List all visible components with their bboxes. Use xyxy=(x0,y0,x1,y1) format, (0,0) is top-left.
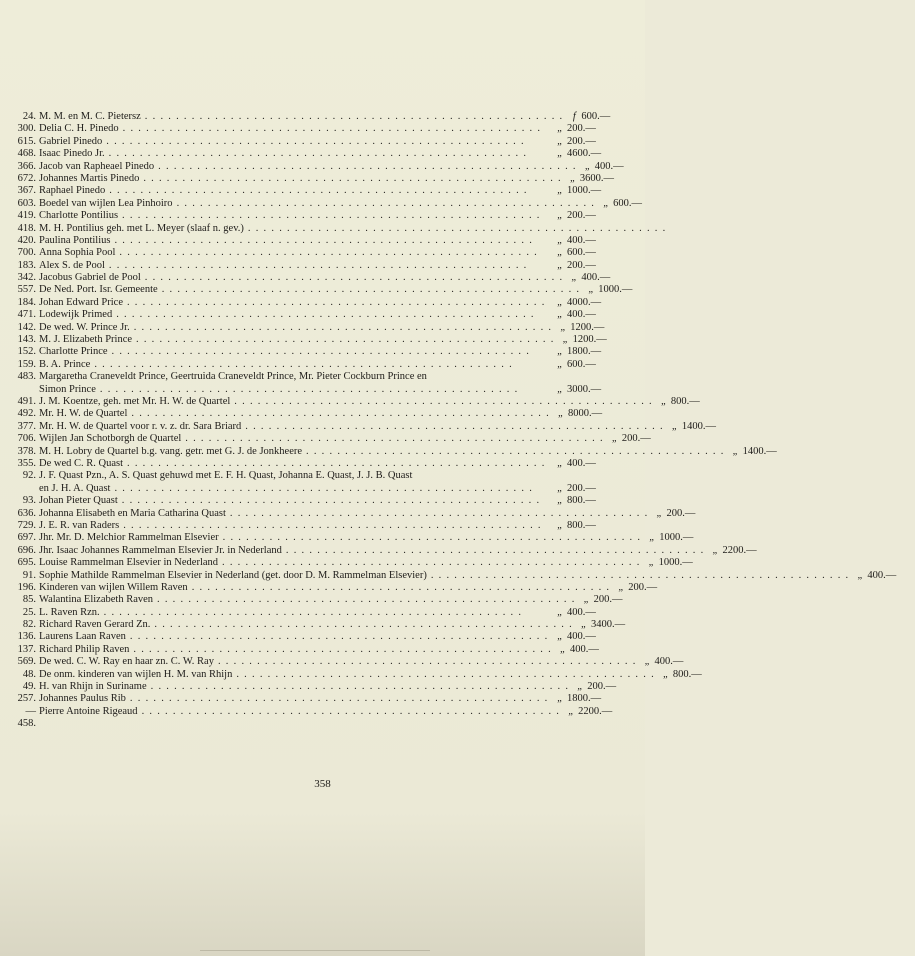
entry-name: J. E. R. van Raders xyxy=(39,519,120,531)
currency-mark: „ xyxy=(644,656,651,668)
entry-amount: 400.— xyxy=(567,309,596,321)
ledger-entry xyxy=(10,420,716,433)
entry-amount: 200.— xyxy=(567,482,596,494)
ledger-entry xyxy=(10,123,615,135)
leader-dots: ...................................................... xyxy=(306,445,729,457)
entry-number: 603. xyxy=(17,197,36,209)
entry-amount: 400.— xyxy=(567,457,596,469)
leader-dots: ...................................................... xyxy=(133,321,557,333)
entry-amount: 600.— xyxy=(613,197,642,209)
ledger-entry xyxy=(10,111,615,123)
leader-dots: ...................................................... xyxy=(99,383,523,395)
ledger-entry xyxy=(10,656,684,668)
entry-number: 143. xyxy=(17,334,36,346)
entry-name: Gabriel Pinedo xyxy=(39,135,103,147)
ledger-entry xyxy=(10,185,615,197)
entry-name: M. H. Pontilius geh. met L. Meyer (slaaf n. gev.) xyxy=(39,222,244,234)
entry-number: 257. xyxy=(17,693,36,705)
entry-name: Lodewijk Primed xyxy=(39,309,113,321)
entry-number: 419. xyxy=(17,210,36,222)
entry-amount: 4000.— xyxy=(567,296,602,308)
entry-name: De wed. W. Prince Jr. xyxy=(39,321,130,333)
entry-amount: 200.— xyxy=(567,210,596,222)
currency-mark: „ xyxy=(581,619,587,631)
entry-amount: 400.— xyxy=(867,569,897,581)
entry-amount: 1800.— xyxy=(567,693,602,705)
entry-number: 142. xyxy=(17,321,36,333)
entry-number: 483. xyxy=(17,371,36,383)
ledger-entry xyxy=(10,532,694,544)
currency-mark: „ xyxy=(557,309,563,321)
entry-name: Mr. H. W. de Quartel xyxy=(39,408,128,420)
leader-dots: ...................................................... xyxy=(236,668,659,680)
entry-amount: 200.— xyxy=(593,594,623,606)
entry-amount: 200.— xyxy=(621,433,651,445)
leader-dots: ...................................................... xyxy=(106,135,529,147)
currency-mark: f xyxy=(572,111,576,122)
leader-dots: ...................................................... xyxy=(217,656,641,668)
entry-amount: 2200.— xyxy=(578,705,613,717)
leader-dots: ...................................................... xyxy=(94,358,517,370)
entry-number: 378. xyxy=(17,445,36,457)
currency-mark: „ xyxy=(712,544,719,556)
entry-number: 468. xyxy=(17,148,36,160)
currency-mark: „ xyxy=(577,681,584,693)
entry-number: 367. xyxy=(17,185,36,197)
entry-name: Charlotte Pontilius xyxy=(39,210,119,222)
entry-number: 569. xyxy=(17,656,36,668)
entry-amount: 1400.— xyxy=(742,445,777,457)
leader-dots: ...................................................... xyxy=(127,457,550,469)
ledger-entry xyxy=(10,260,615,272)
entry-name: Mr. H. W. de Quartel voor r. v. z. dr. Sara Briard xyxy=(39,420,242,432)
entry-number: 377. xyxy=(17,420,36,432)
currency-mark: „ xyxy=(557,358,563,370)
entry-name: Pierre Antoine Rigeaud xyxy=(39,705,138,717)
entry-number: —458. xyxy=(17,705,36,730)
entry-number: 696. xyxy=(17,544,36,556)
leader-dots: ...................................................... xyxy=(158,160,581,172)
ledger-entry xyxy=(10,408,615,420)
entry-name: Charlotte Prince xyxy=(39,346,108,358)
currency-mark: „ xyxy=(560,643,566,655)
leader-dots: ...................................................... xyxy=(121,495,545,507)
entry-amount: 600.— xyxy=(567,358,596,370)
entry-number: 471. xyxy=(17,309,36,321)
leader-dots: ...................................................... xyxy=(114,234,538,246)
entry-amount: 3400.— xyxy=(590,619,626,631)
currency-mark: „ xyxy=(557,234,563,246)
ledger-entry xyxy=(10,569,897,582)
leader-dots: ...................................................... xyxy=(430,569,854,581)
entry-number: 491. xyxy=(17,396,36,408)
entry-number: 48. xyxy=(22,668,36,680)
currency-mark: „ xyxy=(857,569,864,581)
currency-mark: „ xyxy=(557,296,563,308)
page-number: 358 xyxy=(314,778,331,790)
leader-dots: ...................................................... xyxy=(247,222,671,234)
entry-number: 152. xyxy=(17,346,36,358)
ledger-entry xyxy=(10,173,615,185)
entry-name: Wijlen Jan Schotborgh de Quartel xyxy=(39,433,182,445)
entry-number: 706. xyxy=(17,433,36,445)
leader-dots: ...................................................... xyxy=(176,197,600,209)
ledger-entry xyxy=(10,396,700,408)
ledger-entry xyxy=(10,644,615,656)
entry-number: 183. xyxy=(17,259,36,271)
entry-number: 366. xyxy=(17,160,36,172)
entry-amount: 600.— xyxy=(567,247,596,259)
entry-name: M. H. Lobry de Quartel b.g. vang. getr. met G. J. de Jonkheere xyxy=(39,445,303,457)
entry-amount: 1000.— xyxy=(658,557,693,569)
entry-number: 355. xyxy=(17,457,36,469)
leader-dots: ...................................................... xyxy=(108,259,532,271)
ledger-entry xyxy=(10,148,615,160)
currency-mark: „ xyxy=(557,495,563,507)
leader-dots: ...................................................... xyxy=(144,272,568,284)
ledger-entry xyxy=(10,160,624,173)
currency-mark: „ xyxy=(588,284,595,296)
leader-dots: ...................................................... xyxy=(122,123,546,135)
entry-amount: 800.— xyxy=(567,495,596,507)
leader-dots: ...................................................... xyxy=(133,643,556,655)
ledger-entry xyxy=(10,581,658,594)
currency-mark: „ xyxy=(671,420,678,432)
entry-number: 92. xyxy=(22,470,36,482)
currency-mark: „ xyxy=(560,321,567,333)
entry-amount: 400.— xyxy=(569,643,599,655)
entry-name: Walantina Elizabeth Raven xyxy=(39,594,154,606)
currency-mark: „ xyxy=(557,148,563,160)
entry-amount: 1000.— xyxy=(598,284,633,296)
ledger-entry xyxy=(10,507,696,520)
ledger-entry xyxy=(10,309,615,321)
leader-dots: ...................................................... xyxy=(245,420,668,432)
entry-name: Simon Prince xyxy=(39,383,96,395)
currency-mark: „ xyxy=(568,705,575,717)
entry-number: 342. xyxy=(17,272,36,284)
currency-mark: „ xyxy=(662,668,669,680)
leader-dots: ...................................................... xyxy=(191,581,615,593)
entry-number: 159. xyxy=(17,358,36,370)
currency-mark: „ xyxy=(571,272,578,284)
entry-name: en J. H. A. Quast xyxy=(39,482,111,494)
currency-mark: „ xyxy=(557,259,563,271)
entry-amount: 8000.— xyxy=(567,408,603,420)
currency-mark: „ xyxy=(557,383,563,395)
entry-amount: 200.— xyxy=(567,123,596,135)
leader-dots: ...................................................... xyxy=(157,594,580,606)
entry-number: 697. xyxy=(17,532,36,544)
entry-name: De Ned. Port. Isr. Gemeente xyxy=(39,284,158,296)
entry-name: J. M. Koentze, geh. met Mr. H. W. de Quartel xyxy=(39,396,231,408)
currency-mark: „ xyxy=(732,445,739,457)
ledger-entry xyxy=(10,284,633,296)
leader-dots: ...................................................... xyxy=(234,396,657,408)
entry-name: De onm. kinderen van wijlen H. M. van Rhijn xyxy=(39,668,233,680)
ledger-entry xyxy=(10,705,615,730)
entry-name: L. Raven Rzn. xyxy=(39,606,100,618)
entry-amount: 800.— xyxy=(670,396,700,408)
entry-name: Jhr. Isaac Johannes Rammelman Elsevier Jr. in Nederland xyxy=(39,544,282,556)
leader-dots: ...................................................... xyxy=(111,346,535,358)
ledger-entry xyxy=(10,346,615,358)
leader-dots: ...................................................... xyxy=(126,296,550,308)
entry-name: Louise Rammelman Elsevier in Nederland xyxy=(39,557,219,569)
leader-dots: ...................................................... xyxy=(122,210,545,222)
leader-dots: ...................................................... xyxy=(129,693,553,705)
leader-dots: ...................................................... xyxy=(222,557,645,569)
ledger-entry xyxy=(10,631,615,643)
entry-amount: 2200.— xyxy=(722,544,757,556)
entry-number: 196. xyxy=(17,581,36,593)
entry-number: 557. xyxy=(17,284,36,296)
ledger-entry xyxy=(10,470,615,495)
currency-mark: „ xyxy=(558,408,564,420)
ledger-entry xyxy=(10,433,651,445)
entry-name: Johannes Martis Pinedo xyxy=(39,172,140,184)
leader-dots: ...................................................... xyxy=(123,519,546,531)
currency-mark: „ xyxy=(649,532,656,544)
ledger-entry xyxy=(10,681,615,693)
currency-mark: „ xyxy=(557,693,563,705)
entry-number: 420. xyxy=(17,234,36,246)
ledger-entry xyxy=(10,544,757,557)
entry-name: Sophie Mathilde Rammelman Elsevier in Nederland (get. door D. M. Rammelman Elsevier) xyxy=(39,569,427,581)
entry-amount: 400.— xyxy=(581,272,611,284)
leader-dots: ...................................................... xyxy=(185,433,608,445)
leader-dots: ...................................................... xyxy=(285,544,709,556)
entry-name: Johannes Paulus Rib xyxy=(39,693,126,705)
entry-number: 136. xyxy=(17,631,36,643)
ledger-entry xyxy=(10,371,615,396)
ledger-entry xyxy=(10,359,615,371)
leader-dots: ...................................................... xyxy=(116,309,539,321)
leader-dots: ...................................................... xyxy=(143,172,566,184)
leader-dots: ...................................................... xyxy=(129,631,553,643)
entry-number: 492. xyxy=(17,408,36,420)
entry-number: 24. xyxy=(22,111,36,122)
entry-amount: 600.— xyxy=(581,111,611,122)
entry-name: J. F. Quast Pzn., A. S. Quast gehuwd met E. F. H. Quast, Johanna E. Quast, J. J. B. Quast xyxy=(39,470,413,482)
entry-number: 672. xyxy=(17,172,36,184)
currency-mark: „ xyxy=(569,172,576,184)
ledger-entry xyxy=(10,235,615,247)
entry-name: Laurens Laan Raven xyxy=(39,631,126,643)
entry-amount: 800.— xyxy=(672,668,702,680)
ledger-entry xyxy=(10,136,615,148)
leader-dots: ...................................................... xyxy=(109,185,532,197)
entry-amount: 1800.— xyxy=(567,346,602,358)
ledger-entry xyxy=(10,445,777,458)
entry-number: 615. xyxy=(17,135,36,147)
leader-dots: ...................................................... xyxy=(136,334,559,346)
currency-mark: „ xyxy=(660,396,667,408)
entry-name: Johan Pieter Quast xyxy=(39,495,118,507)
entry-amount: 1000.— xyxy=(567,185,602,197)
entry-amount: 200.— xyxy=(567,135,596,147)
entry-name: Raphael Pinedo xyxy=(39,185,106,197)
entry-amount: 400.— xyxy=(594,160,624,172)
entry-name: Paulina Pontilius xyxy=(39,234,111,246)
currency-mark: „ xyxy=(557,519,563,531)
currency-mark: „ xyxy=(648,557,655,569)
entry-number: 93. xyxy=(22,495,36,507)
ledger-entry xyxy=(10,197,642,210)
leader-dots: ...................................................... xyxy=(144,111,568,122)
entry-amount: 1200.— xyxy=(572,334,607,346)
entry-amount: 1200.— xyxy=(570,321,605,333)
entry-amount: 200.— xyxy=(628,581,658,593)
entry-number: 25. xyxy=(22,606,36,618)
entry-amount: 200.— xyxy=(666,507,696,519)
entry-name: Jacob van Rapheael Pinedo xyxy=(39,160,155,172)
entry-number: 418. xyxy=(17,222,36,234)
currency-mark: „ xyxy=(557,135,563,147)
entry-name: Johanna Elisabeth en Maria Catharina Quast xyxy=(39,507,226,519)
entry-amount: 400.— xyxy=(567,606,596,618)
entry-name: Delia C. H. Pinedo xyxy=(39,123,119,135)
entry-amount: 3600.— xyxy=(579,172,615,184)
leader-dots: ...................................................... xyxy=(229,507,653,519)
entry-number: 137. xyxy=(17,643,36,655)
entry-name: Richard Raven Gerard Zn. xyxy=(39,619,151,631)
currency-mark: „ xyxy=(557,210,563,222)
currency-mark: „ xyxy=(557,482,563,494)
leader-dots: ...................................................... xyxy=(131,408,554,420)
entry-amount: 400.— xyxy=(567,234,596,246)
ledger-entry xyxy=(10,210,615,222)
entry-name: Boedel van wijlen Lea Pinhoiro xyxy=(39,197,173,209)
currency-mark: „ xyxy=(557,346,563,358)
entry-name: Jhr. Mr. D. Melchior Rammelman Elsevier xyxy=(39,532,219,544)
entry-amount: 1000.— xyxy=(659,532,694,544)
entry-name: Johan Edward Price xyxy=(39,296,123,308)
ledger-entry xyxy=(10,557,693,569)
entry-name: Isaac Pinedo Jr. xyxy=(39,148,105,160)
currency-mark: „ xyxy=(562,334,569,346)
entry-amount: 400.— xyxy=(654,656,684,668)
ledger-entry xyxy=(10,607,615,619)
leader-dots: ...................................................... xyxy=(119,247,542,259)
currency-mark: „ xyxy=(557,185,563,197)
entry-number: 300. xyxy=(17,123,36,135)
ledger-entry xyxy=(10,520,615,532)
ledger-entry xyxy=(10,272,615,284)
leader-dots: ...................................................... xyxy=(150,681,574,693)
entry-name: Richard Philip Raven xyxy=(39,643,130,655)
entry-number: 184. xyxy=(17,296,36,308)
page-edge xyxy=(200,950,430,951)
currency-mark: „ xyxy=(583,594,590,606)
entry-amount: 800.— xyxy=(567,519,596,531)
entry-amount: 200.— xyxy=(587,681,617,693)
entry-amount: 200.— xyxy=(567,259,596,271)
entry-name: De wed C. R. Quast xyxy=(39,457,123,469)
currency-mark: „ xyxy=(557,631,563,643)
entry-name: Anna Sophia Pool xyxy=(39,247,116,259)
entry-name: Jacobus Gabriel de Pool xyxy=(39,272,141,284)
entry-number: 85. xyxy=(22,594,36,606)
ledger-entry xyxy=(10,334,615,346)
ledger-entry xyxy=(10,247,615,259)
entry-number: 91. xyxy=(22,569,36,581)
entry-name: De wed. C. W. Ray en haar zn. C. W. Ray xyxy=(39,656,214,668)
entry-number: 729. xyxy=(17,519,36,531)
ledger-entry xyxy=(10,619,626,631)
entry-number: 695. xyxy=(17,557,36,569)
leader-dots: ...................................................... xyxy=(108,148,532,160)
entry-number: 49. xyxy=(22,681,36,693)
entry-name: Margaretha Craneveldt Prince, Geertruida Craneveldt Prince, Mr. Pieter Cockburn Prince en xyxy=(39,371,427,383)
ledger-entry xyxy=(10,495,615,507)
currency-mark: „ xyxy=(603,197,610,209)
ledger-entry xyxy=(10,458,615,470)
ledger-entry xyxy=(10,297,615,309)
ledger-entry xyxy=(10,668,702,681)
leader-dots: ...................................................... xyxy=(103,606,527,618)
currency-mark: „ xyxy=(611,433,618,445)
currency-mark: „ xyxy=(557,247,563,259)
leader-dots: ...................................................... xyxy=(154,619,577,631)
leader-dots: ...................................................... xyxy=(141,705,565,717)
ledger-entry xyxy=(10,322,615,334)
entry-number: 82. xyxy=(22,619,36,631)
currency-mark: „ xyxy=(557,457,563,469)
currency-mark: „ xyxy=(584,160,591,172)
currency-mark: „ xyxy=(557,123,563,135)
entry-amount: 4600.— xyxy=(567,148,602,160)
entry-name: B. A. Prince xyxy=(39,358,91,370)
entry-number: 636. xyxy=(17,507,36,519)
ledger-entry xyxy=(10,693,615,705)
entry-name: M. J. Elizabeth Prince xyxy=(39,334,133,346)
leader-dots: ...................................................... xyxy=(114,482,538,494)
ledger-entry xyxy=(10,222,671,235)
ledger-list xyxy=(10,111,897,730)
entry-name: H. van Rhijn in Suriname xyxy=(39,681,147,693)
entry-amount: 3000.— xyxy=(567,383,602,395)
currency-mark: „ xyxy=(656,507,663,519)
currency-mark: „ xyxy=(618,581,625,593)
entry-name: M. M. en M. C. Pietersz xyxy=(39,111,141,122)
leader-dots: ...................................................... xyxy=(161,284,585,296)
currency-mark: „ xyxy=(557,606,563,618)
entry-number: 700. xyxy=(17,247,36,259)
entry-name: Kinderen van wijlen Willem Raven xyxy=(39,581,188,593)
entry-name: Alex S. de Pool xyxy=(39,259,105,271)
leader-dots: ...................................................... xyxy=(222,532,646,544)
ledger-entry xyxy=(10,594,623,606)
entry-amount: 400.— xyxy=(567,631,596,643)
entry-amount: 1400.— xyxy=(681,420,716,432)
